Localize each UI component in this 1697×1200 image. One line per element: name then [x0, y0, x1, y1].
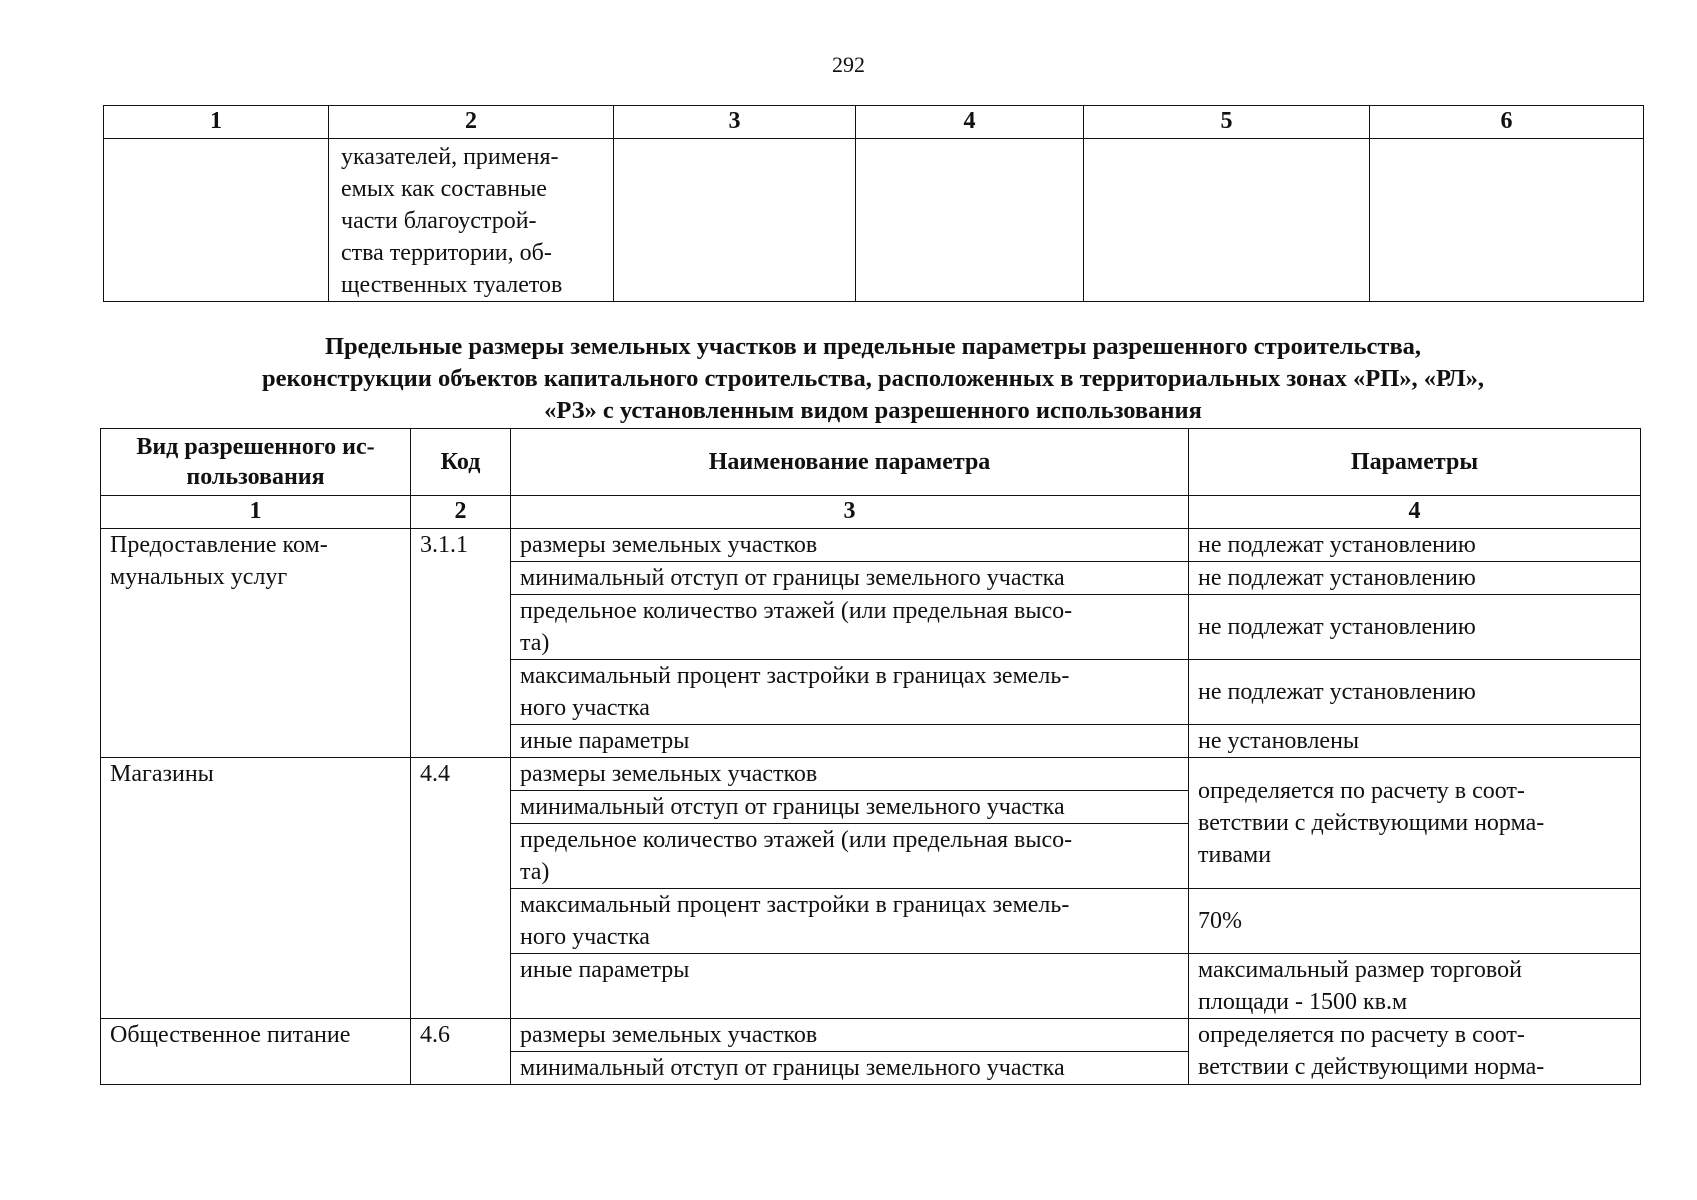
text-line: определяется по расчету в соот-	[1198, 778, 1525, 804]
continuation-header-row	[104, 106, 1644, 139]
parameter-value-cell	[1189, 758, 1641, 889]
parameter-name-cell	[511, 1052, 1189, 1085]
column-number: 1	[101, 496, 411, 529]
code-cell	[411, 1019, 511, 1085]
text-line: не подлежат установлению	[1198, 614, 1476, 640]
header-parameters: Параметры	[1189, 429, 1641, 496]
text-line: максимальный процент застройки в границах земель-	[520, 663, 1070, 689]
parameter-value-cell	[1189, 725, 1641, 758]
parameter-name-cell	[511, 660, 1189, 725]
cell-text: 3.1.1	[420, 532, 468, 558]
text-line: определяется по расчету в соот-	[1198, 1022, 1525, 1048]
column-number: 3	[614, 106, 856, 139]
header-code: Код	[411, 429, 511, 496]
text-line: максимальный размер торговой	[1198, 957, 1522, 983]
code-cell	[411, 529, 511, 758]
column-number: 5	[1084, 106, 1370, 139]
column-number: 3	[511, 496, 1189, 529]
cell-text: 4.4	[420, 761, 450, 787]
column-number-row	[101, 496, 1641, 529]
parameter-value-cell	[1189, 889, 1641, 954]
text-line: размеры земельных участков	[520, 532, 818, 558]
table-cell	[1370, 139, 1644, 302]
cell-text	[1189, 775, 1640, 871]
text-line: указателей, применя-	[341, 144, 559, 170]
text-line: ного участка	[520, 695, 650, 721]
text-line: ного участка	[520, 924, 650, 950]
text-line: минимальный отступ от границы земельного участка	[520, 1055, 1065, 1081]
parameter-value-cell	[1189, 529, 1641, 562]
table-cell	[856, 139, 1084, 302]
title-line: «РЗ» с установленным видом разрешенного использования	[544, 397, 1202, 424]
parameter-name-cell	[511, 824, 1189, 889]
cell-text	[101, 529, 410, 593]
cell-text	[511, 889, 1188, 953]
column-number: 6	[1370, 106, 1644, 139]
text-line: ветствии с действующими норма-	[1198, 810, 1545, 836]
parameter-value-cell	[1189, 954, 1641, 1019]
code-cell	[411, 758, 511, 1019]
column-number: 1	[104, 106, 329, 139]
use-type-cell	[101, 1019, 411, 1085]
column-number: 2	[329, 106, 614, 139]
header-parameter-name: Наименование параметра	[511, 429, 1189, 496]
parameter-name-cell	[511, 529, 1189, 562]
parameter-value-cell	[1189, 595, 1641, 660]
title-line: Предельные размеры земельных участков и предельные параметры разрешенного строительства,	[324, 333, 1422, 360]
text-line: не подлежат установлению	[1198, 532, 1476, 558]
text-line: размеры земельных участков	[520, 761, 818, 787]
use-type-cell	[101, 529, 411, 758]
text-line: Магазины	[110, 761, 214, 787]
text-line: ства территории, об-	[341, 240, 552, 266]
cell-text	[511, 824, 1188, 888]
page-number: 292	[832, 52, 865, 77]
header-use-type	[101, 429, 411, 496]
column-number: 4	[1189, 496, 1641, 529]
table-row	[101, 529, 1641, 562]
parameters-table	[100, 428, 1641, 1085]
header-line: Вид разрешенного ис-	[136, 434, 375, 460]
cell-text	[511, 595, 1188, 659]
cell-text	[511, 660, 1188, 724]
parameter-name-cell	[511, 725, 1189, 758]
parameter-value-cell	[1189, 562, 1641, 595]
header-line: пользования	[186, 464, 325, 490]
title-line: реконструкции объектов капитального строительства, расположенных в территориальных зонах «РП», «РЛ»,	[262, 365, 1484, 392]
parameter-name-cell	[511, 1019, 1189, 1052]
text-line: минимальный отступ от границы земельного участка	[520, 565, 1065, 591]
text-line: минимальный отступ от границы земельного участка	[520, 794, 1065, 820]
parameter-value-cell	[1189, 1019, 1641, 1085]
text-line: мунальных услуг	[110, 564, 288, 590]
continuation-table	[103, 105, 1644, 302]
table-row	[101, 758, 1641, 791]
text-line: не подлежат установлению	[1198, 565, 1476, 591]
column-number: 2	[411, 496, 511, 529]
text-line: предельное количество этажей (или предельная высо-	[520, 598, 1073, 624]
cell-text	[329, 139, 613, 301]
cell-text: 4.6	[420, 1022, 450, 1048]
text-line: размеры земельных участков	[520, 1022, 818, 1048]
text-line: та)	[520, 630, 550, 656]
text-line: Общественное питание	[110, 1022, 351, 1048]
parameter-name-cell	[511, 562, 1189, 595]
table-row	[104, 139, 1644, 302]
use-type-cell	[101, 758, 411, 1019]
text-line: площади - 1500 кв.м	[1198, 989, 1408, 1015]
text-line: части благоустрой-	[341, 208, 537, 234]
parameter-value-cell	[1189, 660, 1641, 725]
text-line: щественных туалетов	[341, 272, 563, 298]
text-line: та)	[520, 859, 550, 885]
text-line: 70%	[1198, 908, 1242, 934]
parameter-name-cell	[511, 791, 1189, 824]
text-line: Предоставление ком-	[110, 532, 328, 558]
text-line: емых как составные	[341, 176, 547, 202]
parameter-name-cell	[511, 954, 1189, 1019]
text-line: предельное количество этажей (или предельная высо-	[520, 827, 1073, 853]
text-line: максимальный процент застройки в границах земель-	[520, 892, 1070, 918]
text-line: не подлежат установлению	[1198, 679, 1476, 705]
cell-text	[1189, 954, 1640, 1018]
table-row	[101, 1019, 1641, 1052]
cell-text	[1189, 1019, 1640, 1083]
table-cell	[614, 139, 856, 302]
text-line: ветствии с действующими норма-	[1198, 1054, 1545, 1080]
parameter-name-cell	[511, 889, 1189, 954]
text-line: тивами	[1198, 842, 1272, 868]
table-cell	[1084, 139, 1370, 302]
text-line: не установлены	[1198, 728, 1360, 754]
section-title	[103, 331, 1643, 427]
text-line: иные параметры	[520, 957, 690, 983]
table-cell	[329, 139, 614, 302]
text-line: иные параметры	[520, 728, 690, 754]
column-number: 4	[856, 106, 1084, 139]
parameter-name-cell	[511, 595, 1189, 660]
table-cell	[104, 139, 329, 302]
table-header-row	[101, 429, 1641, 496]
parameter-name-cell	[511, 758, 1189, 791]
